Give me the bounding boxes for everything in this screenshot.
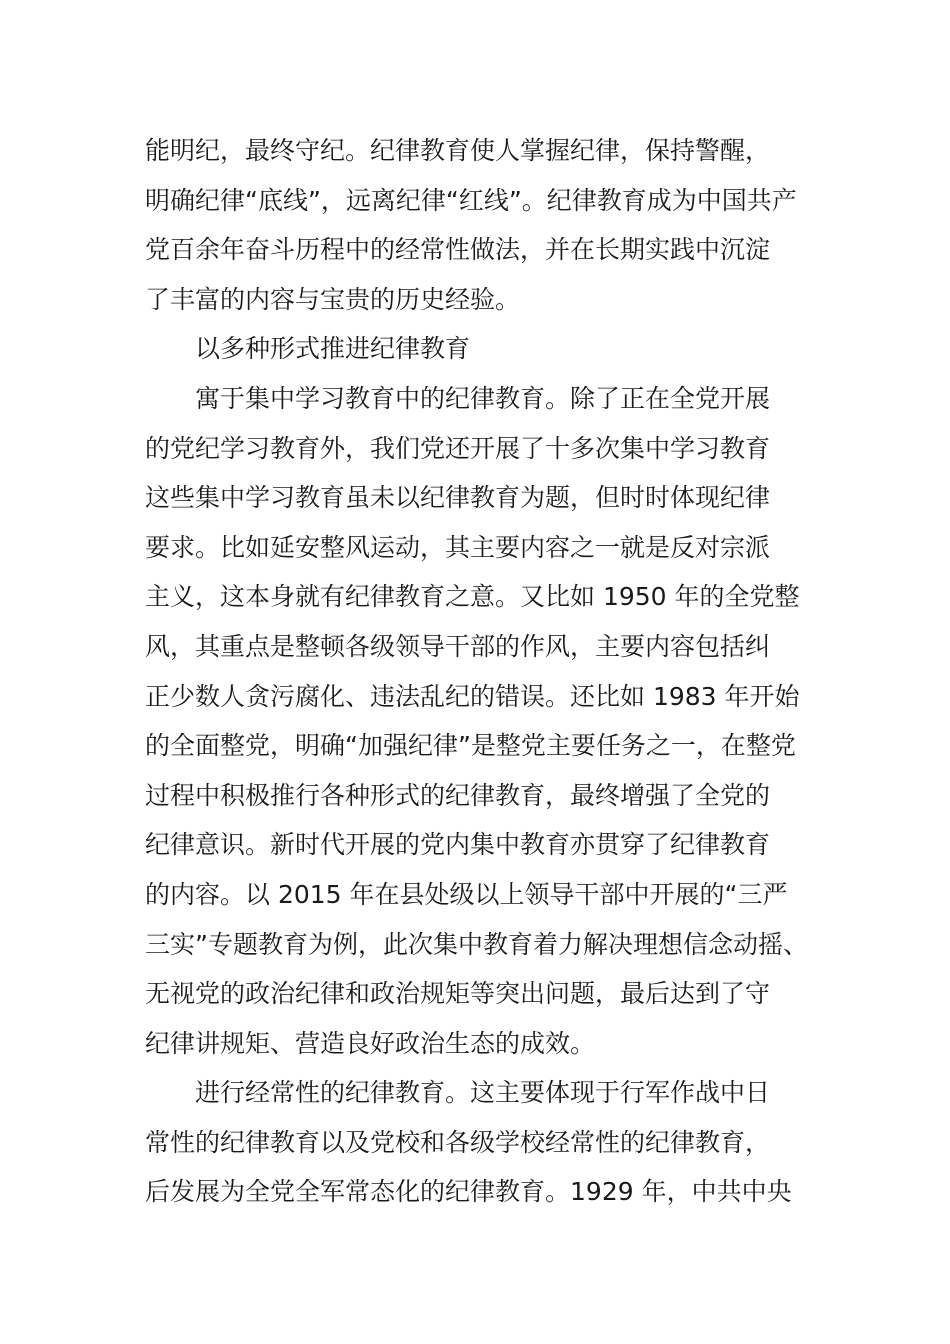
text-line: 三实”专题教育为例，此次集中教育着力解决理想信念动摇、 <box>145 929 808 959</box>
text-line: 明确纪律“底线”，远离纪律“红线”。纪律教育成为中国共产 <box>145 185 797 215</box>
text-line: 无视党的政治纪律和政治规矩等突出问题，最后达到了守 <box>145 979 771 1009</box>
text-line: 纪律讲规矩、营造良好政治生态的成效。 <box>145 1028 596 1058</box>
text-line: 的全面整党，明确“加强纪律”是整党主要任务之一，在整党 <box>145 731 796 761</box>
text-line: 正少数人贪污腐化、违法乱纪的错误。还比如 1983 年开始 <box>145 681 800 711</box>
paragraph-first-line: 进行经常性的纪律教育。这主要体现于行军作战中日 <box>195 1078 771 1108</box>
text-line: 主义，这本身就有纪律教育之意。又比如 1950 年的全党整 <box>145 582 800 612</box>
text-line: 党百余年奋斗历程中的经常性做法，并在长期实践中沉淀 <box>145 235 771 265</box>
text-line: 常性的纪律教育以及党校和各级学校经常性的纪律教育， <box>145 1127 771 1157</box>
text-line: 纪律意识。新时代开展的党内集中教育亦贯穿了纪律教育 <box>145 830 771 860</box>
text-line: 后发展为全党全军常态化的纪律教育。1929 年，中共中央 <box>145 1177 792 1207</box>
text-line: 这些集中学习教育虽未以纪律教育为题，但时时体现纪律 <box>145 483 771 513</box>
text-line: 的党纪学习教育外，我们党还开展了十多次集中学习教育 <box>145 433 771 463</box>
paragraph-first-line: 以多种形式推进纪律教育 <box>195 334 471 364</box>
text-line: 了丰富的内容与宝贵的历史经验。 <box>145 284 521 314</box>
text-line: 过程中积极推行各种形式的纪律教育，最终增强了全党的 <box>145 780 771 810</box>
text-line: 的内容。以 2015 年在县处级以上领导干部中开展的“三严 <box>145 879 788 909</box>
text-line: 能明纪，最终守纪。纪律教育使人掌握纪律，保持警醒， <box>145 136 771 165</box>
text-line: 要求。比如延安整风运动，其主要内容之一就是反对宗派 <box>145 532 771 562</box>
paragraph-first-line: 寓于集中学习教育中的纪律教育。除了正在全党开展 <box>195 383 771 413</box>
document-body <box>145 126 835 1217</box>
text-line: 风，其重点是整顿各级领导干部的作风，主要内容包括纠 <box>145 631 771 661</box>
